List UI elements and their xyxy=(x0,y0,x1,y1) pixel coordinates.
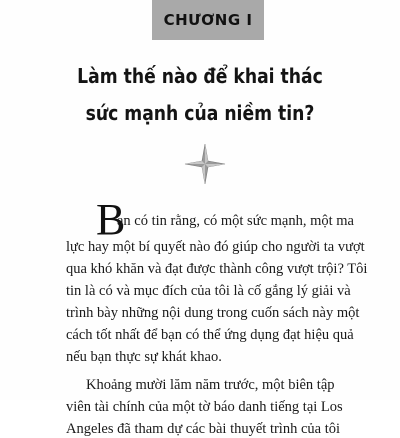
paragraph-1-line-6: cách tốt nhất để bạn có thể ứng dụng đạt hiệu quả xyxy=(66,327,354,343)
paragraph-1-line-5: trình bày những nội dung trong cuốn sách này một xyxy=(66,305,360,321)
paragraph-2-line-1: Khoảng mười lăm năm trước, một biên tập xyxy=(86,377,335,393)
chapter-title-line-2: sức mạnh của niềm tin? xyxy=(85,101,315,125)
paragraph-1-line-2: lực hay một bí quyết nào đó giúp cho người ta vượt xyxy=(66,239,365,255)
paragraph-1-line-3: qua khó khăn và đạt được thành công vượt trội? Tôi xyxy=(66,261,368,277)
chapter-title-line-1: Làm thế nào để khai thác xyxy=(77,64,323,88)
four-point-star-icon xyxy=(183,142,227,186)
paragraph-1-line-7: nếu bạn thực sự khát khao. xyxy=(66,349,222,365)
paragraph-1-line-4: tin là có và mục đích của tôi là cố gắng lý giải và xyxy=(66,283,351,299)
paragraph-2-line-2: viên tài chính của một tờ báo danh tiếng tại Los xyxy=(66,399,343,415)
chapter-label: CHƯƠNG I xyxy=(163,11,253,29)
drop-cap-letter: B xyxy=(96,195,126,244)
chapter-header-band xyxy=(152,0,264,40)
paragraph-1-line-1: ạn có tin rằng, có một sức mạnh, một ma xyxy=(117,213,354,229)
paragraph-2-line-3: Angeles đã tham dự các bài thuyết trình của tôi xyxy=(66,421,341,437)
